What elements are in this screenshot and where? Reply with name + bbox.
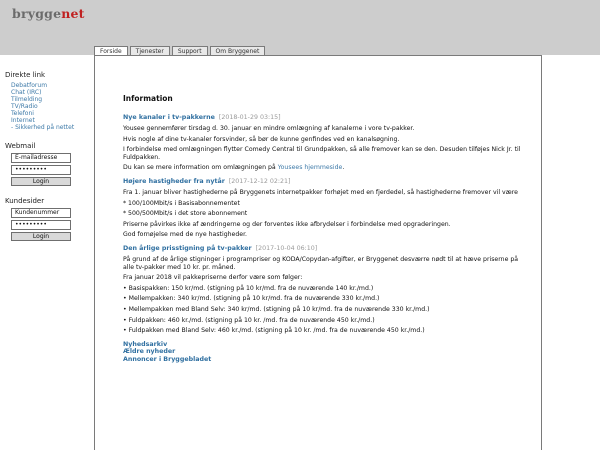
sidebar-link-telefoni[interactable]: Telefoni <box>11 110 34 117</box>
page-title: Information <box>123 94 173 103</box>
kundesider-heading: Kundesider <box>5 197 45 205</box>
tab-tjenester[interactable]: Tjenester <box>130 46 170 56</box>
news-paragraph: På grund af de årlige stigninger i programpriser og KODA/Copydan-afgifter, er Bryggenet desværre nødt til at hæve priserne på alle tv-pakker med 10 kr. pr. måned. <box>123 255 519 271</box>
header-bar <box>0 0 600 55</box>
kundesider-login-button[interactable]: Login <box>11 232 71 241</box>
tab-forside[interactable]: Forside <box>94 46 128 57</box>
news-title <box>123 245 531 252</box>
news-paragraph: * 500/500Mbit/s i det store abonnement <box>123 210 248 218</box>
news-paragraph: God fornøjelse med de nye hastigheder. <box>123 231 248 239</box>
older-news-link[interactable]: Ældre nyheder <box>123 348 176 356</box>
nyhedsarkiv-link[interactable]: Nyhedsarkiv <box>123 340 168 348</box>
sidebar-link-sikkerhed[interactable]: - Sikkerhed på nettet <box>11 124 75 131</box>
sidebar-link-chat[interactable]: Chat (IRC) <box>11 89 42 96</box>
news-title <box>123 178 531 185</box>
news-headline-link[interactable]: Højere hastigheder fra nytår <box>123 177 225 185</box>
bryggenet-logo[interactable]: bryggenet <box>12 6 85 21</box>
main-content <box>123 94 531 363</box>
sidebar <box>5 71 89 252</box>
news-date: [2017-12-12 02:21] <box>228 177 291 185</box>
webmail-form <box>11 153 71 186</box>
news-paragraph: Hvis nogle af dine tv-kanaler forsvinder, så bør de kunne genfindes ved en kanalsøgning. <box>123 135 400 143</box>
tab-support[interactable]: Support <box>172 46 208 56</box>
news-paragraph: Yousee gennemfører tirsdag d. 30. januar en mindre omlægning af kanalerne i vore tv-pakker. <box>123 125 415 132</box>
kundesider-password-input[interactable]: ••••••••• <box>11 220 71 230</box>
sidebar-link-tv-radio[interactable]: TV/Radio <box>11 103 38 110</box>
yousee-link[interactable]: Yousees hjemmeside <box>277 164 343 172</box>
price-list-item: • Mellempakken med Bland Selv: 340 kr/md. (stigning på 10 kr/md. fra de nuværende 330 kr./md.) <box>123 305 430 313</box>
news-paragraph: Fra 1. januar bliver hastighederne på Bryggenets internetpakker forhøjet med en fjerdedel, så hastighederne fremover vil være <box>123 188 518 196</box>
webmail-password-input[interactable]: ••••••••• <box>11 165 71 175</box>
sidebar-link-tilmelding[interactable]: Tilmelding <box>11 96 43 103</box>
price-list-item: • Fuldpakken: 460 kr./md. (stigning på 10 kr. /md. fra de nuværende 450 kr./md.) <box>123 316 375 324</box>
webmail-email-input[interactable]: E-mailadresse <box>11 153 71 163</box>
webmail-heading: Webmail <box>5 142 36 150</box>
news-date: [2018-01-29 03:15] <box>218 114 281 121</box>
price-list-item: • Mellempakken: 340 kr/md. (stigning på 10 kr/md. fra de nuværende 330 kr./md.) <box>123 295 380 303</box>
news-date: [2017-10-04 06:10] <box>255 244 318 252</box>
news-paragraph: I forbindelse med omlægningen flytter Comedy Central til Grundpakken, så alle fremover kan se den. Desuden tilføjes Nick Jr. til Fuldpakken. <box>123 146 521 161</box>
tab-om-bryggenet[interactable]: Om Bryggenet <box>210 46 266 56</box>
direct-links-heading: Direkte link <box>5 71 46 79</box>
news-headline-link[interactable]: Den årlige prisstigning på tv-pakker <box>123 244 252 252</box>
news-item <box>123 178 531 239</box>
news-paragraph: Priserne påvirkes ikke af ændringerne og der forventes ikke afbrydelser i forbindelse med opgraderingen. <box>123 220 451 228</box>
sidebar-link-debatforum[interactable]: Debatforum <box>11 82 48 89</box>
kundenummer-input[interactable]: Kundenummer <box>11 208 71 218</box>
news-item <box>123 114 531 172</box>
news-title <box>123 114 531 121</box>
direct-links-list <box>11 82 89 131</box>
news-headline-link[interactable]: Nye kanaler i tv-pakkerne <box>123 114 215 121</box>
footer-links <box>123 341 531 364</box>
sidebar-link-internet[interactable]: Internet <box>11 117 35 124</box>
news-paragraph: * 100/100Mbit/s i Basisabonnementet <box>123 199 240 207</box>
bryggebladet-ads-link[interactable]: Annoncer i Bryggebladet <box>123 355 212 363</box>
webmail-login-button[interactable]: Login <box>11 177 71 186</box>
price-list-item: • Fuldpakken med Bland Selv: 460 kr./md. (stigning på 10 kr. /md. fra de nuværende 450 kr./md.) <box>123 327 425 335</box>
news-item <box>123 245 531 335</box>
news-paragraph: Du kan se mere information om omlægningen på Yousees hjemmeside. <box>123 164 345 172</box>
news-paragraph: Fra januar 2018 vil pakkepriserne derfor være som følger: <box>123 274 303 282</box>
price-list-item: • Basispakken: 150 kr/md. (stigning på 10 kr/md. fra de nuværende 140 kr./md.) <box>123 284 374 292</box>
kundesider-form <box>11 208 71 241</box>
